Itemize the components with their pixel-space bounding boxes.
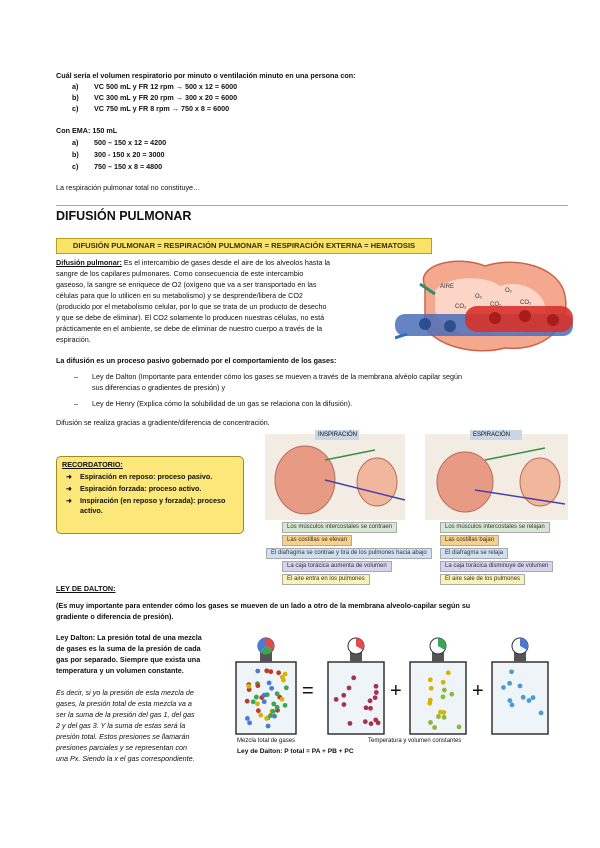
- note-text: La respiración pulmonar total no constituye…: [56, 183, 201, 192]
- q1-item-a: VC 500 mL y FR 12 rpm → 500 x 12 = 6000: [94, 82, 238, 91]
- law-henry: Ley de Henry (Explica cómo la solubilidad de un gas se relaciona con la difusión).: [92, 399, 353, 408]
- insp-step-5: El aire entra en los pulmones: [282, 574, 370, 585]
- alveolo-label-co2b: CO₂: [490, 302, 502, 308]
- gas-molecule: [376, 720, 381, 725]
- dalton-ex-5: presiones parciales y se representan con: [56, 743, 188, 752]
- gas-molecule: [267, 681, 272, 686]
- q1-item-c-letter: c): [72, 104, 79, 113]
- q2-item-c-letter: c): [72, 162, 79, 171]
- law-bullet-2: –: [74, 399, 78, 408]
- dalton-intro-2: gradiente o diferencia de presión).: [56, 612, 174, 621]
- difusion-line-3: células para que lo utilicen en su metabolismo) y se desprende/libera de CO2: [56, 291, 303, 300]
- difusion-line-1: sangre de los capilares pulmonares. Como consecuencia de este intercambio: [56, 269, 304, 278]
- gas-molecule: [341, 693, 346, 698]
- gas-molecule: [446, 670, 451, 675]
- gas-molecule: [373, 695, 378, 700]
- dalton-op-plus-1: +: [390, 680, 402, 702]
- recordatorio-arrow-2: ➜: [66, 484, 73, 493]
- gas-molecule: [258, 713, 263, 718]
- dalton-intro-1: (Es muy importante para entender cómo los gases se mueven de un lado a otro de la membrana alveolo-capilar según su: [56, 601, 471, 610]
- dalton-def-1: de gases es la suma de la presión de cada: [56, 644, 201, 653]
- dalton-title: LEY DE DALTON:: [56, 584, 116, 593]
- gas-molecule: [275, 705, 280, 710]
- dalton-ex-3: 2 y del gas 3. Y la suma de estas será la: [56, 721, 186, 730]
- gas-molecule: [368, 706, 373, 711]
- gas-molecule: [255, 683, 260, 688]
- gas-molecule: [531, 695, 536, 700]
- passive-text: La difusión es un proceso pasivo gobernado por el comportamiento de los gases:: [56, 356, 337, 365]
- q1-item-c: VC 750 mL y FR 8 rpm → 750 x 8 = 6000: [94, 104, 230, 113]
- definition-banner: DIFUSIÓN PULMONAR = RESPIRACIÓN PULMONAR = RESPIRACIÓN EXTERNA = HEMATOSIS: [56, 238, 432, 254]
- recordatorio-title: RECORDATORIO:: [62, 460, 123, 469]
- recordatorio-arrow-1: ➜: [66, 472, 73, 481]
- gas-molecule: [255, 701, 260, 706]
- law-dalton-l2: sus diferencias o gradientes de presión) y: [92, 383, 226, 392]
- gas-molecule: [449, 692, 454, 697]
- gas-molecule: [276, 670, 281, 675]
- dalton-ex-1: gases, la presión total de esta mezcla va a: [56, 699, 192, 708]
- q2-item-a-letter: a): [72, 138, 79, 147]
- dalton-ex-2: ser la suma de la presión del gas 1, del gas: [56, 710, 195, 719]
- law-dalton-l1: Ley de Dalton (Importante para entender cómo los gases se mueven a través de la membrana alvéolo capilar según: [92, 372, 462, 381]
- gas-molecule: [438, 710, 443, 715]
- gas-molecule: [262, 699, 267, 704]
- gas-molecule: [281, 678, 286, 683]
- gas-molecule: [254, 695, 259, 700]
- gas-molecule: [507, 698, 512, 703]
- gas-molecule: [429, 686, 434, 691]
- gas-molecule: [245, 716, 250, 721]
- gas-molecule: [428, 698, 433, 703]
- q2-item-a: 500 – 150 x 12 = 4200: [94, 138, 167, 147]
- dalton-op-eq: =: [302, 680, 314, 702]
- alveolo-label-co2c: CO₂: [520, 300, 532, 306]
- q2-item-b: 300 - 150 x 20 = 3000: [94, 150, 165, 159]
- gas-molecule: [527, 698, 532, 703]
- dalton-ex-4: presión total. Estos presiones se llamarán: [56, 732, 190, 741]
- gas-molecule: [262, 693, 267, 698]
- gas-molecule: [348, 721, 353, 726]
- gas-molecule: [368, 698, 373, 703]
- divider: [56, 205, 568, 206]
- gas-molecule: [255, 669, 260, 674]
- q1-item-a-letter: a): [72, 82, 79, 91]
- gas-molecule: [347, 686, 352, 691]
- gas-molecule: [245, 699, 250, 704]
- gas-molecule: [501, 685, 506, 690]
- dalton-op-plus-2: +: [472, 680, 484, 702]
- difusion-term: Difusión pulmonar:: [56, 258, 122, 267]
- gas-molecule: [509, 669, 514, 674]
- esp-step-1: Los músculos intercostales se relajan: [440, 522, 550, 533]
- gas-molecule: [457, 724, 462, 729]
- gas-molecule: [256, 708, 261, 713]
- alveolo-label-o2b: O₂: [505, 288, 512, 294]
- dalton-ex-0: Es decir, si yo la presión de esta mezcla de: [56, 688, 194, 697]
- gas-molecule: [283, 703, 288, 708]
- gas-molecule: [521, 695, 526, 700]
- question-1: Cuál sería el volumen respiratorio por minuto o ventilación minuto en una persona con:: [56, 71, 356, 80]
- gas-molecule: [264, 716, 269, 721]
- insp-step-2: Las costillas se elevan: [282, 535, 352, 546]
- gas-molecule: [363, 719, 368, 724]
- gas-molecule: [269, 686, 274, 691]
- gas-molecule: [275, 691, 280, 696]
- gas-molecule: [342, 702, 347, 707]
- section-title: DIFUSIÓN PULMONAR: [56, 209, 192, 223]
- gas-molecule: [442, 715, 447, 720]
- gas-molecule: [539, 710, 544, 715]
- difusion-line-0: [56, 258, 330, 268]
- q2-item-b-letter: b): [72, 150, 79, 159]
- gas-molecule: [334, 697, 339, 702]
- q1-item-b: VC 300 mL y FR 20 rpm → 300 x 20 = 6000: [94, 93, 238, 102]
- gas-molecule: [271, 709, 276, 714]
- q2-item-c: 750 – 150 x 8 = 4800: [94, 162, 163, 171]
- gas-molecule: [428, 677, 433, 682]
- gas-molecule: [268, 713, 273, 718]
- gas-molecule: [369, 721, 374, 726]
- gas-molecule: [280, 697, 285, 702]
- law-bullet-1: –: [74, 372, 78, 381]
- gas-molecule: [374, 684, 379, 689]
- gas-molecule: [268, 669, 273, 674]
- dalton-formula: Ley de Dalton: P total = PA + PB + PC: [237, 748, 354, 755]
- esp-step-5: El aire sale de los pulmones: [440, 574, 525, 585]
- alveolo-label-o2a: O₂: [475, 294, 482, 300]
- dalton-caption-1: Mezcla total de gases: [237, 738, 296, 744]
- gas-molecule: [264, 668, 269, 673]
- gas-molecule: [436, 714, 441, 719]
- gas-molecule: [246, 684, 251, 689]
- insp-step-4: La caja torácica aumenta de volumen: [282, 561, 392, 572]
- difusion-line-2: gaseoso, la sangre se enriquece de O2 (oxígeno que va a ser transportado en las: [56, 280, 317, 289]
- alveolo-label-aire: AIRE: [440, 284, 455, 290]
- difusion-line-7: espiración.: [56, 335, 91, 344]
- dalton-caption-2: Temperatura y volumen constantes: [368, 738, 462, 744]
- esp-step-3: El diafragma se relaja: [440, 548, 508, 559]
- gas-molecule: [428, 720, 433, 725]
- recordatorio-arrow-3: ➜: [66, 496, 73, 505]
- alveolo-capilar-illustration: [395, 256, 573, 360]
- dalton-def-0: Ley Dalton: La presión total de una mezcla: [56, 633, 202, 642]
- esp-step-2: Las costillas bajan: [440, 535, 499, 546]
- difusion-line-0-text: Es el intercambio de gases desde el aire de los alveolos hasta la: [121, 258, 331, 267]
- dalton-def-2: gas por separado. Siempre que exista una: [56, 655, 201, 664]
- gas-molecule: [507, 681, 512, 686]
- recordatorio-item-3a: Inspiración (en reposo y forzada): proceso activo.: [80, 496, 226, 515]
- gas-molecule: [251, 699, 256, 704]
- dalton-def-3: temperatura y un volumen constante.: [56, 666, 184, 675]
- insp-step-3: El diafragma se contrae y tira de los pulmones hacia abajo: [266, 548, 432, 559]
- esp-title: ESPIRACIÓN: [473, 432, 511, 438]
- container-gas-b: [410, 638, 466, 734]
- q1-item-b-letter: b): [72, 93, 79, 102]
- gas-molecule: [374, 690, 379, 695]
- insp-step-1: Los músculos intercostales se contraen: [282, 522, 397, 533]
- difusion-line-4: (producido por el metabolismo celular, por lo que se trata de un producto de desecho: [56, 302, 327, 311]
- alveolo-label-co2a: CO₂: [455, 304, 467, 310]
- gas-molecule: [442, 688, 447, 693]
- respiration-figure: [265, 430, 568, 520]
- dalton-ex-6: una Px. Siendo la x el gas correspondiente.: [56, 754, 195, 763]
- recordatorio-item-2: Espiración forzada: proceso activo.: [80, 484, 202, 493]
- gas-molecule: [432, 725, 437, 730]
- gradient-text: Difusión se realiza gracias a gradiente/diferencia de concentración.: [56, 418, 270, 427]
- gas-molecule: [441, 694, 446, 699]
- difusion-line-5: y que se debe de eliminar). El CO2 solamente lo producen nuestras células, no está: [56, 313, 325, 322]
- recordatorio-item-1: Espiración en reposo: proceso pasivo.: [80, 472, 213, 481]
- ema-intro: Con EMA: 150 mL: [56, 126, 118, 135]
- gas-molecule: [247, 720, 252, 725]
- gas-molecule: [441, 680, 446, 685]
- difusion-line-6: prácticamente en el ambiente, se debe de eliminar de nuestro cuerpo a través de la: [56, 324, 323, 333]
- insp-title: INSPIRACIÓN: [318, 432, 358, 438]
- gas-molecule: [351, 675, 356, 680]
- gas-molecule: [510, 703, 515, 708]
- gas-molecule: [518, 684, 523, 689]
- gas-molecule: [266, 724, 271, 729]
- gas-molecule: [364, 705, 369, 710]
- esp-step-4: La caja torácica disminuye de volumen: [440, 561, 553, 572]
- gas-molecule: [284, 685, 289, 690]
